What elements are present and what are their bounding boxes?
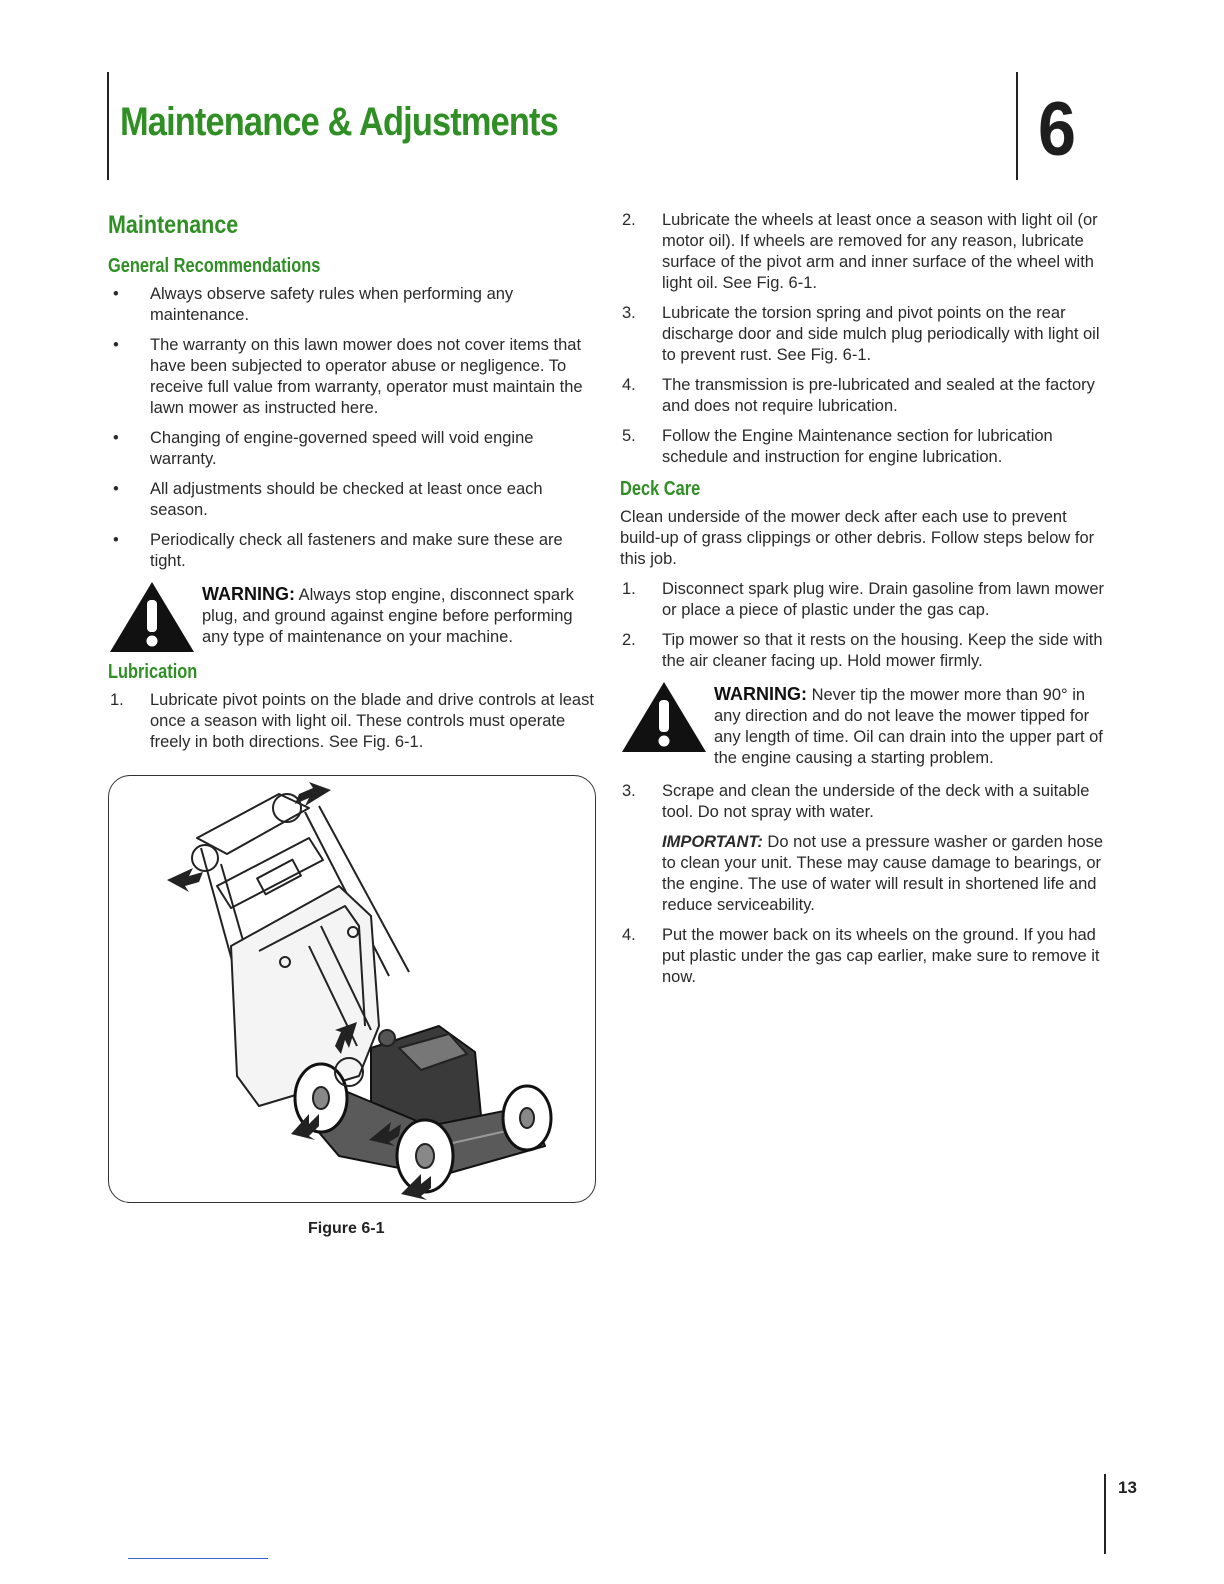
list-item-text: Lubricate the wheels at least once a season with light oil (or motor oil). If wheels are removed for any reason, lubricate surface of the pivot arm and inner surface of the wheel with light oil. See Fig. 6-1. xyxy=(662,211,1098,292)
list-item xyxy=(108,284,598,326)
deck-care-list xyxy=(620,579,1110,672)
list-item xyxy=(620,375,1110,417)
page-number-rule xyxy=(1104,1474,1106,1554)
list-item-text: Always observe safety rules when performing any maintenance. xyxy=(150,285,514,324)
list-item-text: Periodically check all fasteners and make sure these are tight. xyxy=(150,531,563,570)
list-item xyxy=(620,781,1110,916)
list-item xyxy=(620,925,1110,988)
heading-general-recommendations: General Recommendations xyxy=(108,255,321,277)
list-item-text: Follow the Engine Maintenance section for lubrication schedule and instruction for engine lubrication. xyxy=(662,427,1053,466)
right-column xyxy=(620,210,1110,997)
warning-maintenance xyxy=(108,584,598,648)
item-number: 3. xyxy=(622,782,636,800)
list-item-text: Lubricate the torsion spring and pivot points on the rear discharge door and side mulch plug periodically with light oil to prevent rust. See Fig. 6-1. xyxy=(662,304,1100,364)
list-item xyxy=(620,579,1110,621)
list-item-text: Lubricate pivot points on the blade and drive controls at least once a season with light oil. These controls must operate freely in both directions. See Fig. 6-1. xyxy=(150,691,594,751)
important-text: Do not use a pressure washer or garden hose to clean your unit. These may cause damage to bearings, or the engine. The use of water will result in shortened life and reduce serviceability. xyxy=(662,833,1104,914)
list-item-text: All adjustments should be checked at least once each season. xyxy=(150,480,543,519)
lubrication-list xyxy=(108,690,598,753)
item-number: 5. xyxy=(622,427,636,445)
heading-lubrication: Lubrication xyxy=(108,661,198,683)
page-number: 13 xyxy=(1118,1478,1137,1497)
bullet-icon: • xyxy=(113,285,119,303)
warning-label: WARNING: xyxy=(202,584,295,604)
item-number: 4. xyxy=(622,376,636,394)
deck-care-intro: Clean underside of the mower deck after each use to prevent build-up of grass clippings or other debris. Follow steps below for this job. xyxy=(620,508,1095,568)
deck-care-list-continued xyxy=(620,781,1110,988)
section-title-maintenance: Maintenance xyxy=(108,211,239,239)
item-number: 1. xyxy=(110,691,124,709)
list-item-text: Tip mower so that it rests on the housing. Keep the side with the air cleaner facing up. Hold mower firmly. xyxy=(662,631,1103,670)
header-left-rule xyxy=(107,72,109,180)
mower-illustration xyxy=(109,776,596,1203)
list-item xyxy=(108,690,598,753)
chapter-number: 6 xyxy=(1038,87,1077,172)
bullet-icon: • xyxy=(113,429,119,447)
list-item xyxy=(108,428,598,470)
item-number: 1. xyxy=(622,580,636,598)
general-recommendations-list xyxy=(108,284,598,572)
list-item-text: The warranty on this lawn mower does not cover items that have been subjected to operator abuse or negligence. To receive full value from warranty, operator must maintain the lawn mower as instructed here. xyxy=(150,336,583,417)
item-number: 2. xyxy=(622,631,636,649)
important-label: IMPORTANT: xyxy=(662,833,763,851)
list-item-text: The transmission is pre-lubricated and sealed at the factory and does not require lubrication. xyxy=(662,376,1095,415)
warning-triangle-icon xyxy=(620,680,708,754)
bullet-icon: • xyxy=(113,480,119,498)
warning-triangle-icon xyxy=(108,580,196,654)
important-note xyxy=(662,832,1110,916)
chapter-title: Maintenance & Adjustments xyxy=(120,100,558,144)
list-item-text: Disconnect spark plug wire. Drain gasoline from lawn mower or place a piece of plastic under the gas cap. xyxy=(662,580,1105,619)
list-item xyxy=(108,479,598,521)
list-item xyxy=(620,210,1110,294)
figure-caption: Figure 6-1 xyxy=(308,1220,385,1237)
footer-link-line xyxy=(128,1558,268,1559)
left-column xyxy=(108,210,598,762)
bullet-icon: • xyxy=(113,531,119,549)
list-item xyxy=(108,530,598,572)
heading-deck-care: Deck Care xyxy=(620,478,701,500)
figure-mower-lubrication xyxy=(108,775,596,1203)
item-number: 4. xyxy=(622,926,636,944)
lubrication-list-continued xyxy=(620,210,1110,468)
warning-text: Always stop engine, disconnect spark plug, and ground against engine before performing any type of maintenance on your machine. xyxy=(202,586,574,646)
warning-label: WARNING: xyxy=(714,684,807,704)
list-item-text: Scrape and clean the underside of the deck with a suitable tool. Do not spray with water. xyxy=(662,782,1090,821)
list-item xyxy=(620,426,1110,468)
list-item xyxy=(620,303,1110,366)
item-number: 3. xyxy=(622,304,636,322)
item-number: 2. xyxy=(622,211,636,229)
warning-tipping xyxy=(620,684,1110,769)
bullet-icon: • xyxy=(113,336,119,354)
warning-text: Never tip the mower more than 90° in any direction and do not leave the mower tipped for any length of time. Oil can drain into the upper part of the engine causing a starting problem. xyxy=(714,686,1103,767)
list-item-text: Put the mower back on its wheels on the ground. If you had put plastic under the gas cap earlier, make sure to remove it now. xyxy=(662,926,1100,986)
list-item-text: Changing of engine-governed speed will void engine warranty. xyxy=(150,429,534,468)
list-item xyxy=(620,630,1110,672)
list-item xyxy=(108,335,598,419)
header-right-rule xyxy=(1016,72,1018,180)
